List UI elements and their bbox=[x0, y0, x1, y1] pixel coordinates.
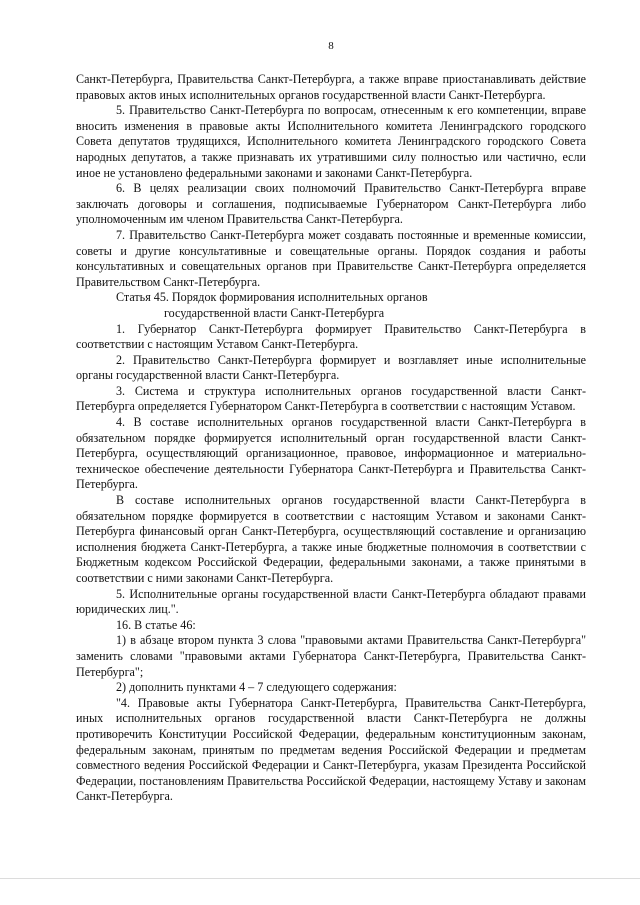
scan-edge-line bbox=[0, 878, 640, 879]
paragraph-item-7: 7. Правительство Санкт-Петербурга может создавать постоянные и временные комиссии, советы и другие консультативные и совещательные органы. Порядок создания и работы консультативных и совещательных органов при Правительстве Санкт-Петербурга определяется Правительством Санкт-Петербурга. bbox=[76, 227, 586, 289]
article-45-heading-line2: государственной власти Санкт-Петербурга bbox=[164, 305, 385, 320]
article-45-item-3: 3. Система и структура исполнительных органов государственной власти Санкт-Петербурга определяется Губернатором Санкт-Петербурга в соответствии с настоящим Уставом. bbox=[76, 383, 586, 414]
article-45-heading-line1: Статья 45. Порядок формирования исполнительных органов bbox=[116, 290, 428, 305]
article-45-item-4-second-paragraph: В составе исполнительных органов государственной власти Санкт-Петербурга в обязательном порядке формируется в соответствии с настоящим Уставом и законами Санкт-Петербурга финансовый орган Санкт-Петербурга, осуществляющий составление и организацию исполнения бюджета Санкт-Петербурга, а также иные бюджетные полномочия в соответствии с Бюджетным кодексом Российской Федерации, федеральными законами, а также принятыми в соответствии с ними законами Санкт-Петербурга. bbox=[76, 493, 586, 585]
page-number: 8 bbox=[328, 40, 334, 52]
paragraph-item-5: 5. Правительство Санкт-Петербурга по вопросам, отнесенным к его компетенции, вправе вносить изменения в правовые акты Исполнительного комитета Ленинградского городского Совета депутатов трудящихся, Исполнительного комитета Ленинградского городского Совета народных депутатов, а также признавать их утратившими силу полностью или частично, если иное не установлено федеральными законами и законами Санкт-Петербурга. bbox=[76, 103, 586, 180]
paragraph-item-6: 6. В целях реализации своих полномочий Правительство Санкт-Петербурга вправе заключать договоры и соглашения, подписываемые Губернатором Санкт-Петербурга либо уполномоченным им членом Правительства Санкт-Петербурга. bbox=[76, 181, 586, 227]
article-45-item-2: 2. Правительство Санкт-Петербурга формирует и возглавляет иные исполнительные органы государственной власти Санкт-Петербурга. bbox=[76, 352, 586, 383]
amendment-16-point-1: 1) в абзаце втором пункта 3 слова "правовыми актами Правительства Санкт-Петербурга" заменить словами "правовыми актами Губернатора Санкт-Петербурга, Правительства Санкт-Петербурга"; bbox=[76, 633, 586, 679]
article-45-item-1: 1. Губернатор Санкт-Петербурга формирует Правительство Санкт-Петербурга в соответствии с настоящим Уставом Санкт-Петербурга. bbox=[76, 321, 586, 352]
amendment-16-new-item-4: "4. Правовые акты Губернатора Санкт-Петербурга, Правительства Санкт-Петербурга, иных исполнительных органов государственной власти Санкт-Петербурга не должны противоречить Конституции Российской Федерации, федеральным конституционным законам, федеральным законам, принятым по предметам ведения Российской Федерации и предметам совместного ведения Российской Федерации и Санкт-Петербурга, указам Президента Российской Федерации, постановлениям Правительства Российской Федерации, настоящему Уставу и законам Санкт-Петербурга. bbox=[76, 695, 586, 804]
article-45-item-5: 5. Исполнительные органы государственной власти Санкт-Петербурга обладают правами юридических лиц.". bbox=[76, 586, 586, 617]
amendment-16-heading: 16. В статье 46: bbox=[116, 617, 196, 632]
article-45-item-4: 4. В составе исполнительных органов государственной власти Санкт-Петербурга в обязательном порядке формируется исполнительный орган государственной власти Санкт-Петербурга, осуществляющий организационное, правовое, информационное и материально-техническое обеспечение деятельности Губернатора Санкт-Петербурга и Правительства Санкт-Петербурга. bbox=[76, 415, 586, 492]
amendment-16-point-2: 2) дополнить пунктами 4 – 7 следующего содержания: bbox=[116, 680, 397, 695]
paragraph-continued: Санкт-Петербурга, Правительства Санкт-Петербурга, а также вправе приостанавливать действие правовых актов иных исполнительных органов государственной власти Санкт-Петербурга. bbox=[76, 72, 586, 102]
article-45-heading bbox=[76, 290, 586, 321]
document-body bbox=[76, 72, 586, 805]
